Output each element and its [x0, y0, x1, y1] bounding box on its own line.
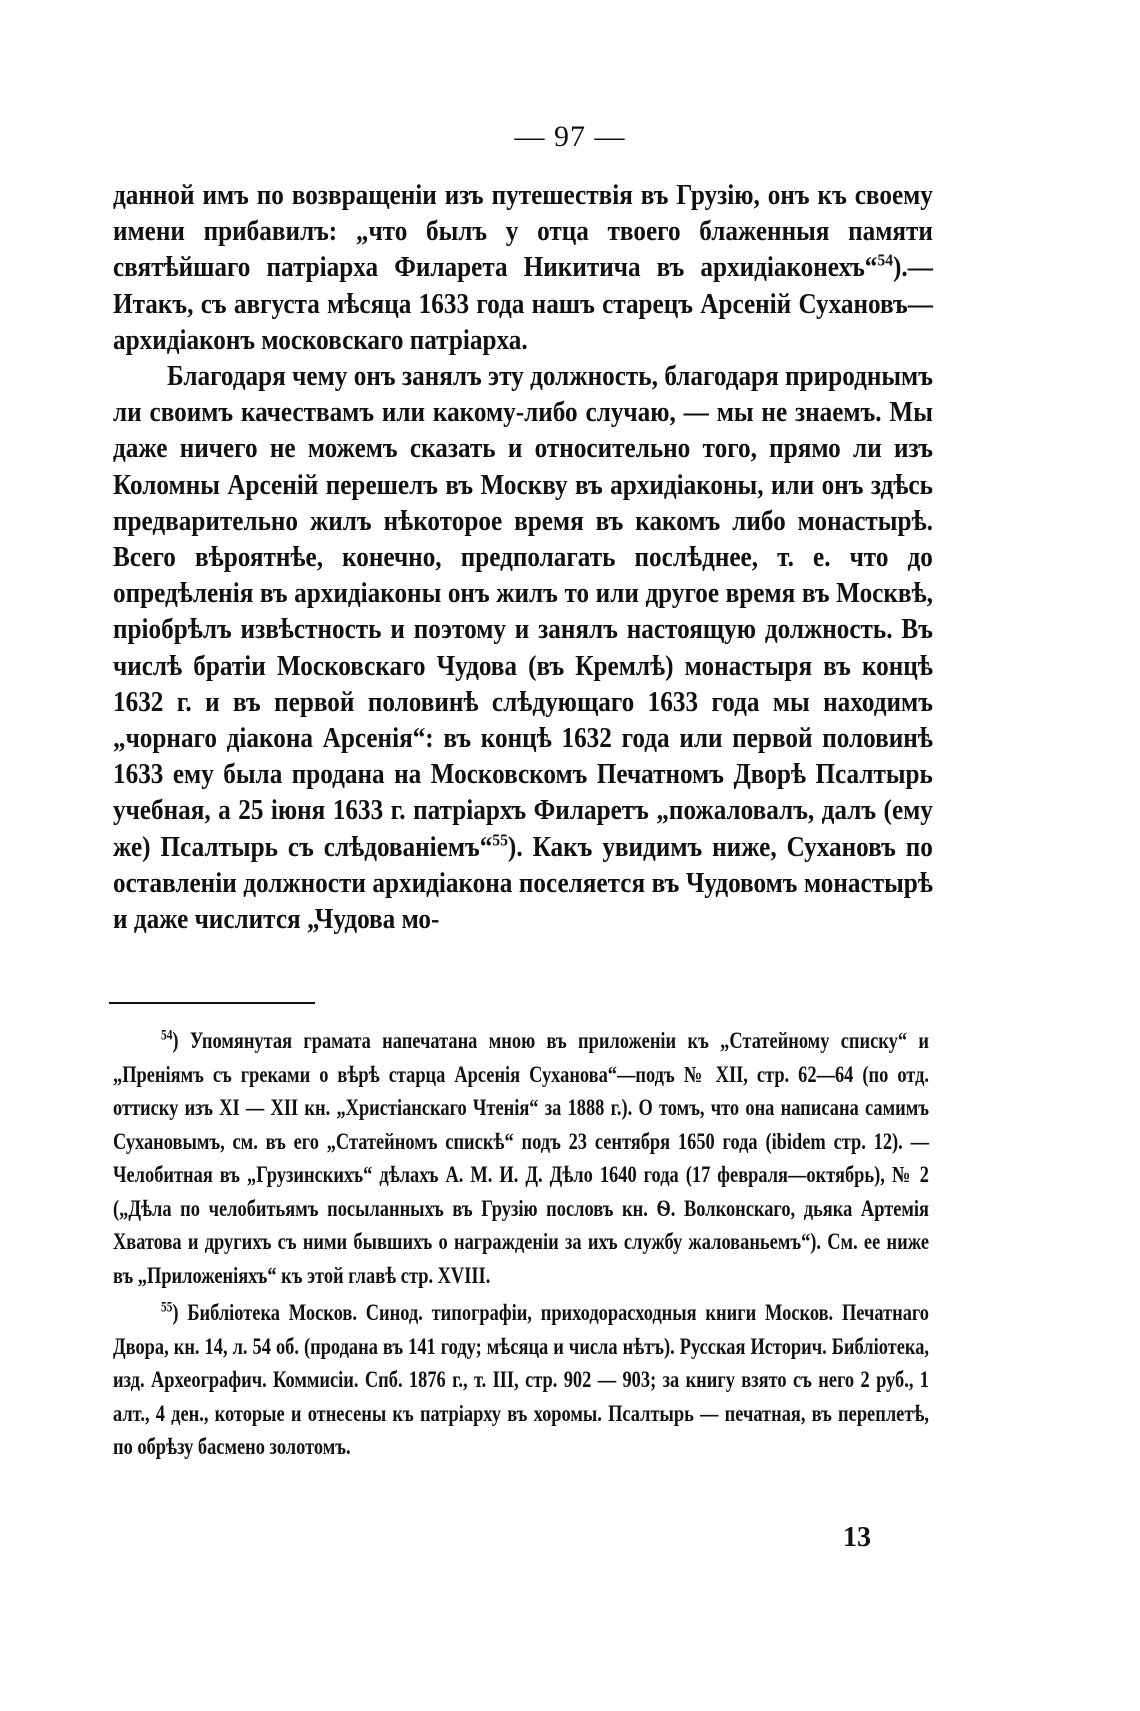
footnote-55 [113, 1296, 929, 1464]
paragraph-1-end: ).—Итакъ, съ августа мѣсяца 1633 года нашъ старецъ Арсеній Сухановъ—архидіаконъ московскаго патріарха. [113, 252, 933, 356]
footnote-ref-55: 55 [492, 830, 508, 850]
footnote-54 [113, 1024, 929, 1292]
main-text [113, 178, 933, 938]
footnote-55-text: ) Библіотека Москов. Синод. типографіи, приходорасходныя книги Москов. Печатнаго Двора, кн. 14, л. 54 об. (продана въ 141 году; мѣсяца и числа нѣтъ). Русская Историч. Библіотека, изд. Археографич. Коммисіи. Спб. 1876 г., т. III, стр. 902 — 903; за книгу взято съ него 2 руб., 1 алт., 4 ден., которые и отнесены къ патріарху въ хоромы. Псалтырь — печатная, въ переплетѣ, по обрѣзу басмено золотомъ. [113, 1300, 929, 1459]
footnote-ref-54: 54 [877, 251, 894, 270]
page-number: — 97 — [514, 120, 626, 153]
footnote-55-number: 55 [161, 1299, 173, 1316]
paragraph-2-text: Благодаря чему онъ занялъ эту должность, благодаря природнымъ ли своимъ качествамъ или какому-либо случаю, — мы не знаемъ. Мы даже ничего не можемъ сказать и относительно того, прямо ли изъ Коломны Арсеній перешелъ въ Москву въ архидіаконы, или онъ здѣсь предварительно жилъ нѣкоторое время въ какомъ либо монастырѣ. Всего вѣроятнѣе, конечно, предполагать послѣднее, т. е. что до опредѣленія въ архидіаконы онъ жилъ то или другое время въ Москвѣ, пріобрѣлъ извѣстность и поэтому и занялъ настоящую должность. Въ числѣ братіи Московскаго Чудова (въ Кремлѣ) монастыря въ концѣ 1632 г. и въ первой половинѣ слѣдующаго 1633 года мы находимъ „чорнаго діакона Арсенія“: въ концѣ 1632 года или первой половинѣ 1633 ему была продана на Московскомъ Печатномъ Дворѣ Псалтырь учебная, а 25 іюня 1633 г. патріархъ Филаретъ „пожаловалъ, далъ (ему же) Псалтырь съ слѣдованіемъ“ [113, 361, 933, 863]
signature-mark: 13 [843, 1522, 871, 1553]
footnotes [113, 1024, 929, 1464]
paragraph-1-text: данной имъ по возвращеніи изъ путешествія въ Грузію, онъ къ своему имени прибавилъ: „что былъ у отца твоего блаженныя памяти святѣйшаго патріарха Филарета Никитича въ архидіаконехъ“ [113, 180, 933, 284]
paragraph-2-end: ). Какъ увидимъ ниже, Сухановъ по оставленіи должности архидіакона поселяется въ Чудовомъ монастырѣ и даже числится „Чудова мо- [113, 831, 933, 936]
footnote-divider [109, 1002, 315, 1004]
footnote-54-text: ) Упомянутая грамата напечатана мною въ приложеніи къ „Статейному списку“ и „Преніямъ съ греками о вѣрѣ старца Арсенія Суханова“—подъ № XII, стр. 62—64 (по отд. оттиску изъ XI — XII кн. „Христіанскаго Чтенія“ за 1888 г.). О томъ, что она написана самимъ Сухановымъ, см. въ его „Статейномъ спискѣ“ подъ 23 сентября 1650 года (ibidem стр. 12). — Челобитная въ „Грузинскихъ“ дѣлахъ А. М. И. Д. Дѣло 1640 года (17 февраля—октябрь), № 2 („Дѣла по челобитьямъ посыланныхъ въ Грузію пословъ кн. Ѳ. Волконскаго, дьяка Артемія Хватова и другихъ съ ними бывшихъ о награжденіи за ихъ службу жалованьемъ“). См. ее ниже въ „Приложеніяхъ“ къ этой главѣ стр. XVIII. [113, 1028, 929, 1288]
paragraph-continued [113, 178, 933, 359]
paragraph-2 [113, 359, 933, 938]
footnote-54-number: 54 [161, 1027, 173, 1044]
